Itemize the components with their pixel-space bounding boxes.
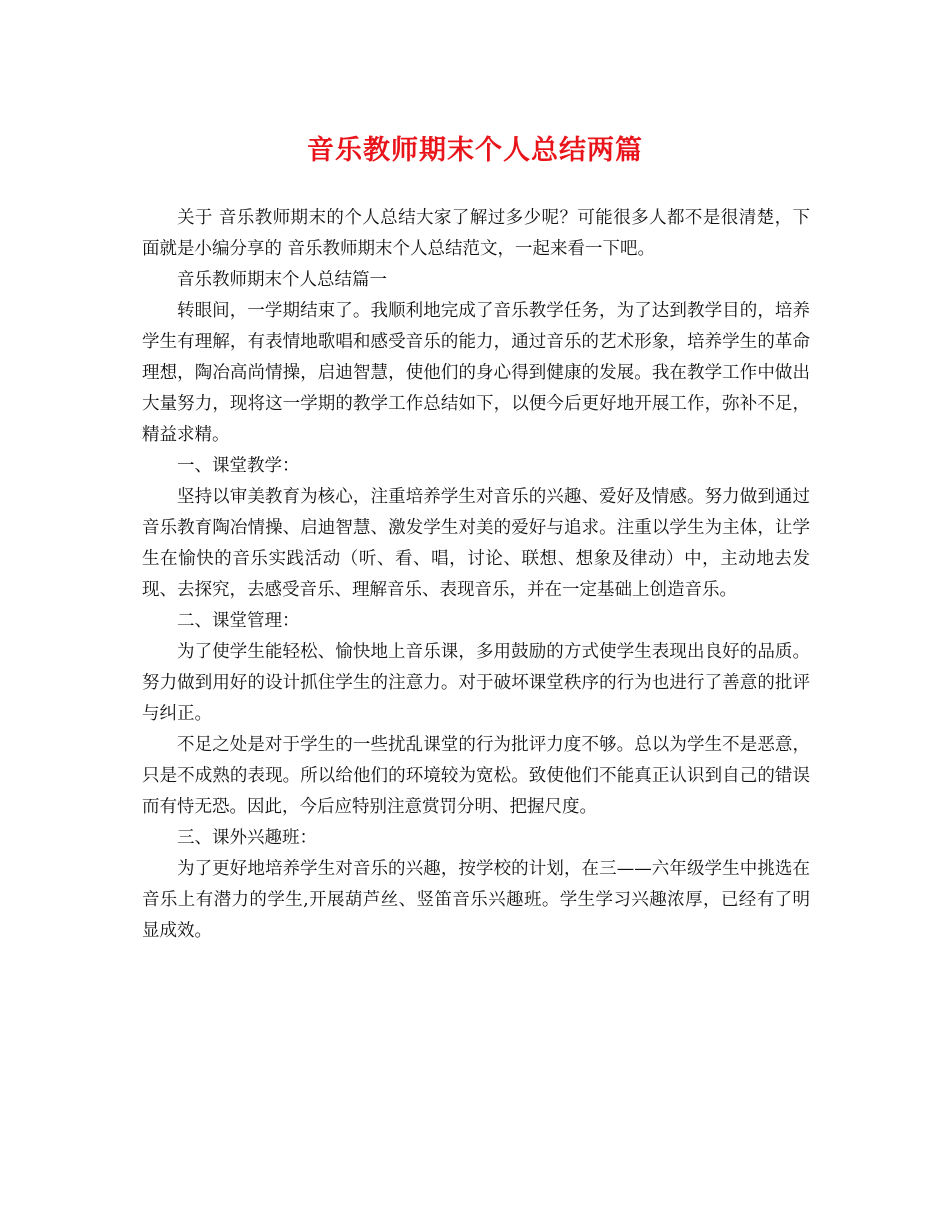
classroom-management-paragraph: 为了使学生能轻松、愉快地上音乐课，多用鼓励的方式使学生表现出良好的品质。努力做到用好的设计抓住学生的注意力。对于破坏课堂秩序的行为也进行了善意的批评与纠正。 — [142, 642, 810, 724]
opening-paragraph: 转眼间，一学期结束了。我顺利地完成了音乐教学任务，为了达到教学目的，培养学生有理解，有表情地歌唱和感受音乐的能力，通过音乐的艺术形象，培养学生的革命理想，陶冶高尚情操，启迪智慧，使他们的身心得到健康的发展。我在教学工作中做出大量努力，现将这一学期的教学工作总结如下，以便今后更好地开展工作，弥补不足，精益求精。 — [142, 301, 810, 445]
heading-interest-class: 三、课外兴趣班： — [177, 828, 317, 848]
heading-classroom-teaching: 一、课堂教学： — [177, 456, 300, 476]
shortcomings-paragraph: 不足之处是对于学生的一些扰乱课堂的行为批评力度不够。总以为学生不是恶意，只是不成熟的表现。所以给他们的环境较为宽松。致使他们不能真正认识到自己的错误而有恃无恐。因此，今后应特别注意赏罚分明、把握尺度。 — [142, 735, 810, 817]
classroom-teaching-paragraph: 坚持以审美教育为核心，注重培养学生对音乐的兴趣、爱好及情感。努力做到通过音乐教育陶冶情操、启迪智慧、激发学生对美的爱好与追求。注重以学生为主体，让学生在愉快的音乐实践活动（听、看、唱，讨论、联想、想象及律动）中，主动地去发现、去探究，去感受音乐、理解音乐、表现音乐，并在一定基础上创造音乐。 — [142, 487, 810, 600]
section-title-part-one: 音乐教师期末个人总结篇一 — [177, 270, 387, 290]
interest-class-paragraph: 为了更好地培养学生对音乐的兴趣，按学校的计划，在三——六年级学生中挑选在音乐上有潜力的学生,开展葫芦丝、竖笛音乐兴趣班。学生学习兴趣浓厚，已经有了明显成效。 — [142, 859, 810, 941]
intro-paragraph: 关于 音乐教师期末的个人总结大家了解过多少呢？可能很多人都不是很清楚，下面就是小编分享的 音乐教师期末个人总结范文，一起来看一下吧。 — [142, 208, 810, 259]
heading-classroom-management: 二、课堂管理： — [177, 611, 300, 631]
document-title: 音乐教师期末个人总结两篇 — [307, 135, 643, 166]
document-body — [142, 203, 810, 947]
